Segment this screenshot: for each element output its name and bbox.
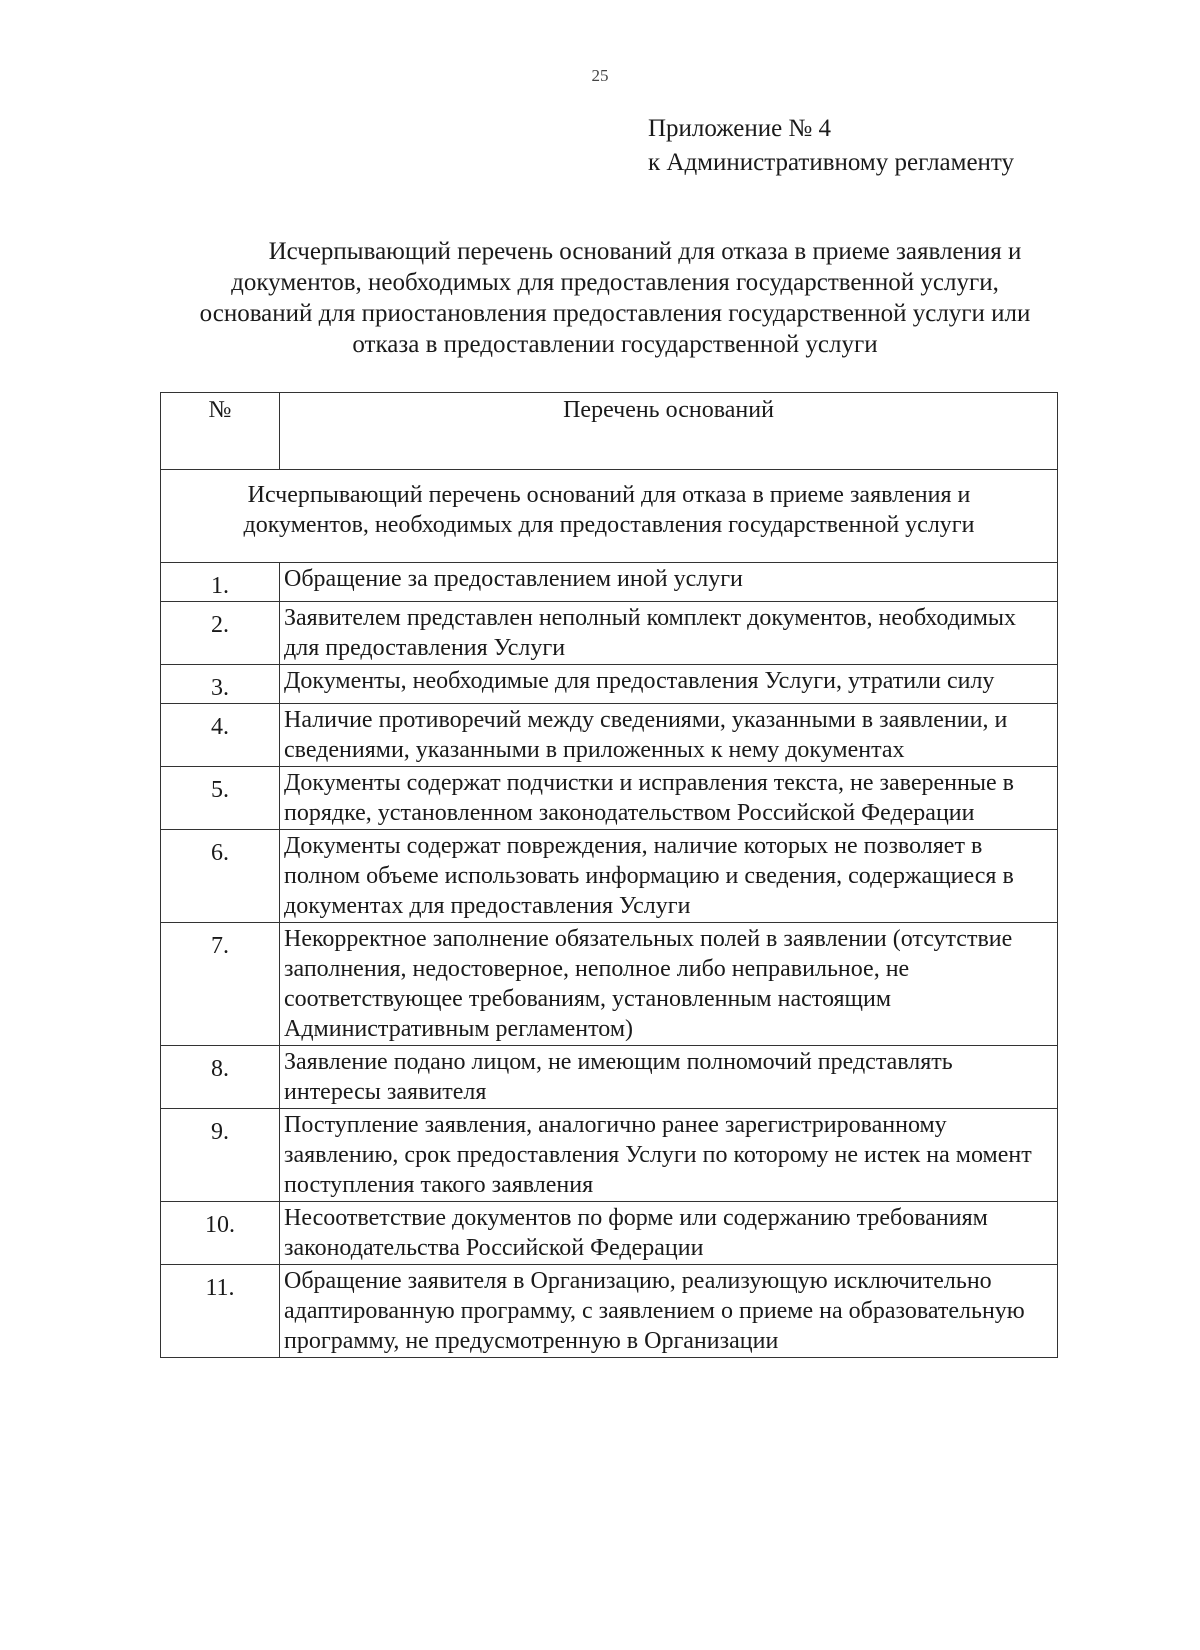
row-ground-text: Заявителем представлен неполный комплект документов, необходимых для предоставления Услуги: [280, 602, 1058, 665]
table-row: [161, 704, 1058, 767]
table-row: [161, 665, 1058, 704]
appendix-title: Приложение № 4: [648, 115, 832, 142]
document-title-line: оснований для приостановления предоставления государственной услуги или: [199, 300, 1031, 327]
table-row: [161, 1046, 1058, 1109]
table-row: [161, 767, 1058, 830]
row-number: 5.: [161, 767, 280, 830]
row-ground-text: Документы содержат повреждения, наличие которых не позволяет в полном объеме использовать информацию и сведения, содержащиеся в документах для предоставления Услуги: [280, 830, 1058, 923]
row-ground-text: Документы содержат подчистки и исправления текста, не заверенные в порядке, установленном законодательством Российской Федерации: [280, 767, 1058, 830]
row-number: 7.: [161, 923, 280, 1046]
row-ground-text: Наличие противоречий между сведениями, указанными в заявлении, и сведениями, указанными в приложенных к нему документах: [280, 704, 1058, 767]
document-title-line: отказа в предоставлении государственной услуги: [352, 331, 878, 358]
appendix-header: [648, 112, 1014, 180]
row-number: 2.: [161, 602, 280, 665]
row-number: 1.: [161, 563, 280, 602]
row-number: 4.: [161, 704, 280, 767]
row-number: 10.: [161, 1202, 280, 1265]
row-number: 8.: [161, 1046, 280, 1109]
document-title: [150, 236, 1080, 360]
row-number: 3.: [161, 665, 280, 704]
row-ground-text: Обращение заявителя в Организацию, реализующую исключительно адаптированную программу, с заявлением о приеме на образовательную программу, не предусмотренную в Организации: [280, 1265, 1058, 1358]
document-title-line: Исчерпывающий перечень оснований для отказа в приеме заявления и: [268, 238, 1022, 265]
row-ground-text: Заявление подано лицом, не имеющим полномочий представлять интересы заявителя: [280, 1046, 1058, 1109]
table-row: [161, 1109, 1058, 1202]
row-ground-text: Несоответствие документов по форме или содержанию требованиям законодательства Российской Федерации: [280, 1202, 1058, 1265]
row-ground-text: Документы, необходимые для предоставления Услуги, утратили силу: [280, 665, 1058, 704]
page-number: 25: [591, 66, 609, 85]
row-ground-text: Поступление заявления, аналогично ранее зарегистрированному заявлению, срок предоставления Услуги по которому не истек на момент поступления такого заявления: [280, 1109, 1058, 1202]
section-title-line: документов, необходимых для предоставления государственной услуги: [243, 512, 975, 538]
row-number: 11.: [161, 1265, 280, 1358]
appendix-subtitle: к Административному регламенту: [648, 149, 1015, 176]
row-number: 6.: [161, 830, 280, 923]
table-row: [161, 1265, 1058, 1358]
row-ground-text: Некорректное заполнение обязательных полей в заявлении (отсутствие заполнения, недостоверное, неполное либо неправильное, не соответствующее требованиям, установленным настоящим Административным регламентом): [280, 923, 1058, 1046]
row-number: 9.: [161, 1109, 280, 1202]
table-row: [161, 563, 1058, 602]
grounds-table: [160, 392, 1058, 1358]
section-row: [161, 470, 1058, 563]
table-header-row: [161, 393, 1058, 470]
header-grounds: Перечень оснований: [280, 393, 1058, 470]
row-ground-text: Обращение за предоставлением иной услуги: [280, 563, 1058, 602]
table-row: [161, 602, 1058, 665]
table-row: [161, 923, 1058, 1046]
section-title: [161, 470, 1058, 563]
document-title-line: документов, необходимых для предоставления государственной услуги,: [231, 269, 999, 296]
section-title-line: Исчерпывающий перечень оснований для отказа в приеме заявления и: [247, 482, 971, 508]
table-row: [161, 830, 1058, 923]
header-number: №: [161, 393, 280, 470]
table-row: [161, 1202, 1058, 1265]
